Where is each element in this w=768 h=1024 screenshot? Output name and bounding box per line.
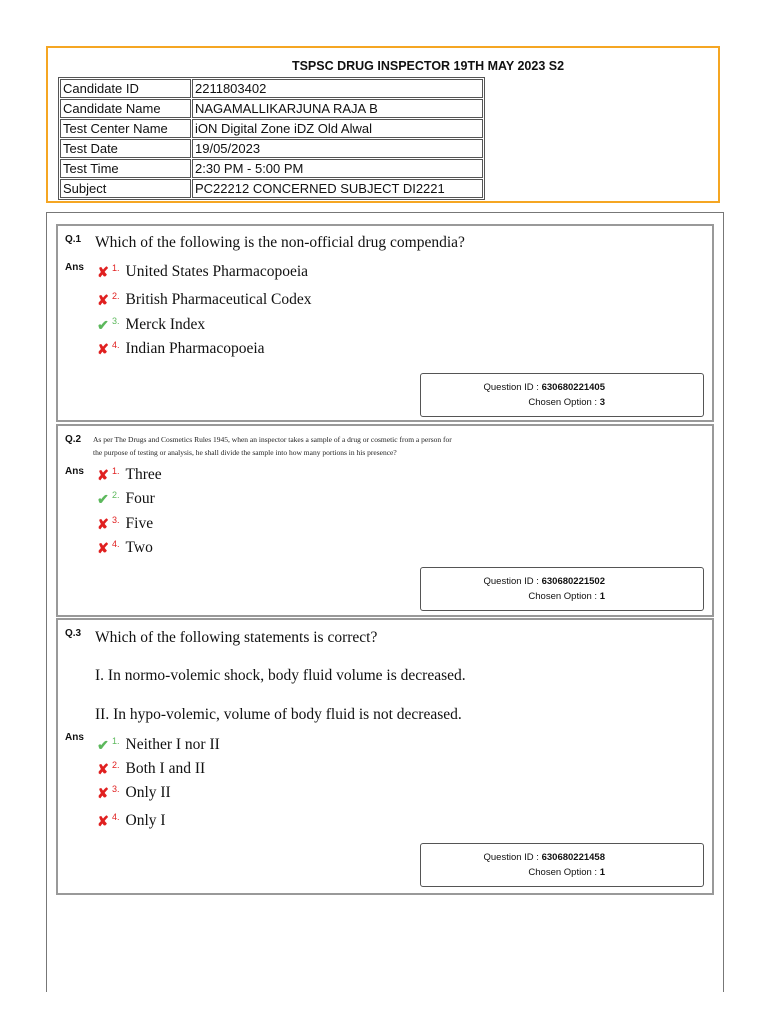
info-value: PC22212 CONCERNED SUBJECT DI2221	[192, 179, 483, 198]
info-label: Test Time	[60, 159, 191, 178]
chosen-option-label: Chosen Option :	[528, 591, 598, 602]
info-label: Test Center Name	[60, 119, 191, 138]
option-text: Five	[125, 515, 154, 532]
question-number: Q.1	[65, 234, 82, 245]
chosen-option-line	[421, 397, 605, 408]
option-3	[96, 513, 153, 535]
info-value: 2:30 PM - 5:00 PM	[192, 159, 483, 178]
check-icon: ✔	[97, 316, 109, 333]
table-row	[60, 79, 483, 98]
question-meta	[420, 567, 704, 611]
chosen-option-value: 1	[599, 591, 605, 602]
question-id-label: Question ID :	[483, 852, 539, 863]
option-text: Indian Pharmacopoeia	[125, 340, 265, 357]
option-text: Neither I nor II	[125, 736, 220, 753]
cross-icon: ✘	[97, 760, 109, 777]
option-text: Four	[125, 490, 155, 507]
option-number: 3.	[112, 316, 120, 326]
option-1	[96, 261, 308, 283]
question-card-3	[56, 618, 714, 895]
option-number: 4.	[112, 539, 120, 549]
candidate-info-table	[58, 77, 485, 200]
option-4	[96, 338, 265, 360]
info-label: Test Date	[60, 139, 191, 158]
question-id-line	[421, 382, 605, 393]
exam-title: TSPSC DRUG INSPECTOR 19TH MAY 2023 S2	[291, 59, 565, 73]
option-text: Only I	[125, 812, 166, 829]
option-number: 4.	[112, 812, 120, 822]
option-number: 2.	[112, 760, 120, 770]
question-id-value: 630680221502	[541, 576, 605, 587]
question-text: Which of the following statements is correct?	[95, 629, 378, 646]
table-row	[60, 139, 483, 158]
question-text-line-2: the purpose of testing or analysis, he shall divide the sample into how many portions in his presence?	[93, 448, 397, 457]
question-meta	[420, 373, 704, 417]
info-label: Subject	[60, 179, 191, 198]
question-number: Q.3	[65, 628, 82, 639]
option-text: Three	[125, 466, 162, 483]
question-id-label: Question ID :	[483, 576, 539, 587]
option-text: Only II	[125, 784, 171, 801]
table-row	[60, 159, 483, 178]
option-3	[96, 782, 171, 804]
question-id-value: 630680221458	[541, 852, 605, 863]
option-number: 2.	[112, 490, 120, 500]
question-id-label: Question ID :	[483, 382, 539, 393]
option-4	[96, 537, 153, 559]
info-value: NAGAMALLIKARJUNA RAJA B	[192, 99, 483, 118]
option-number: 3.	[112, 784, 120, 794]
option-text: Two	[125, 539, 153, 556]
cross-icon: ✘	[97, 291, 109, 308]
option-number: 1.	[112, 736, 120, 746]
check-icon: ✔	[97, 490, 109, 507]
question-number: Q.2	[65, 434, 82, 445]
option-2	[96, 758, 205, 780]
chosen-option-value: 3	[599, 397, 605, 408]
chosen-option-line	[421, 591, 605, 602]
option-text: British Pharmaceutical Codex	[125, 291, 312, 308]
answer-label: Ans	[65, 262, 84, 273]
option-number: 4.	[112, 340, 120, 350]
info-label: Candidate Name	[60, 99, 191, 118]
chosen-option-label: Chosen Option :	[528, 397, 598, 408]
chosen-option-label: Chosen Option :	[528, 867, 598, 878]
cross-icon: ✘	[97, 515, 109, 532]
question-card-2	[56, 424, 714, 617]
option-1	[96, 734, 220, 756]
cross-icon: ✘	[97, 784, 109, 801]
option-2	[96, 289, 311, 311]
question-text: Which of the following is the non-official drug compendia?	[95, 234, 465, 251]
question-id-value: 630680221405	[541, 382, 605, 393]
info-value: 19/05/2023	[192, 139, 483, 158]
option-number: 3.	[112, 515, 120, 525]
cross-icon: ✘	[97, 539, 109, 556]
table-row	[60, 179, 483, 198]
table-row	[60, 119, 483, 138]
answer-label: Ans	[65, 732, 84, 743]
cross-icon: ✘	[97, 340, 109, 357]
statement-1: I. In normo-volemic shock, body fluid volume is decreased.	[95, 667, 466, 684]
cross-icon: ✘	[97, 466, 109, 483]
candidate-info-box	[46, 46, 720, 203]
option-text: Both I and II	[125, 760, 206, 777]
option-3	[96, 314, 205, 336]
option-number: 2.	[112, 291, 120, 301]
option-2	[96, 488, 155, 510]
cross-icon: ✘	[97, 812, 109, 829]
question-card-1	[56, 224, 714, 422]
option-text: Merck Index	[125, 316, 206, 333]
table-row	[60, 99, 483, 118]
question-text-line-1: As per The Drugs and Cosmetics Rules 1945, when an inspector takes a sample of a drug or cosmetic from a person for	[93, 435, 452, 444]
option-number: 1.	[112, 466, 120, 476]
cross-icon: ✘	[97, 263, 109, 280]
chosen-option-value: 1	[599, 867, 605, 878]
question-id-line	[421, 576, 605, 587]
answer-label: Ans	[65, 466, 84, 477]
option-text: United States Pharmacopoeia	[125, 263, 309, 280]
question-meta	[420, 843, 704, 887]
statement-2: II. In hypo-volemic, volume of body fluid is not decreased.	[95, 706, 462, 723]
option-1	[96, 464, 162, 486]
question-id-line	[421, 852, 605, 863]
option-number: 1.	[112, 263, 120, 273]
info-label: Candidate ID	[60, 79, 191, 98]
info-value: iON Digital Zone iDZ Old Alwal	[192, 119, 483, 138]
option-4	[96, 810, 166, 832]
chosen-option-line	[421, 867, 605, 878]
info-value: 2211803402	[192, 79, 483, 98]
check-icon: ✔	[97, 736, 109, 753]
